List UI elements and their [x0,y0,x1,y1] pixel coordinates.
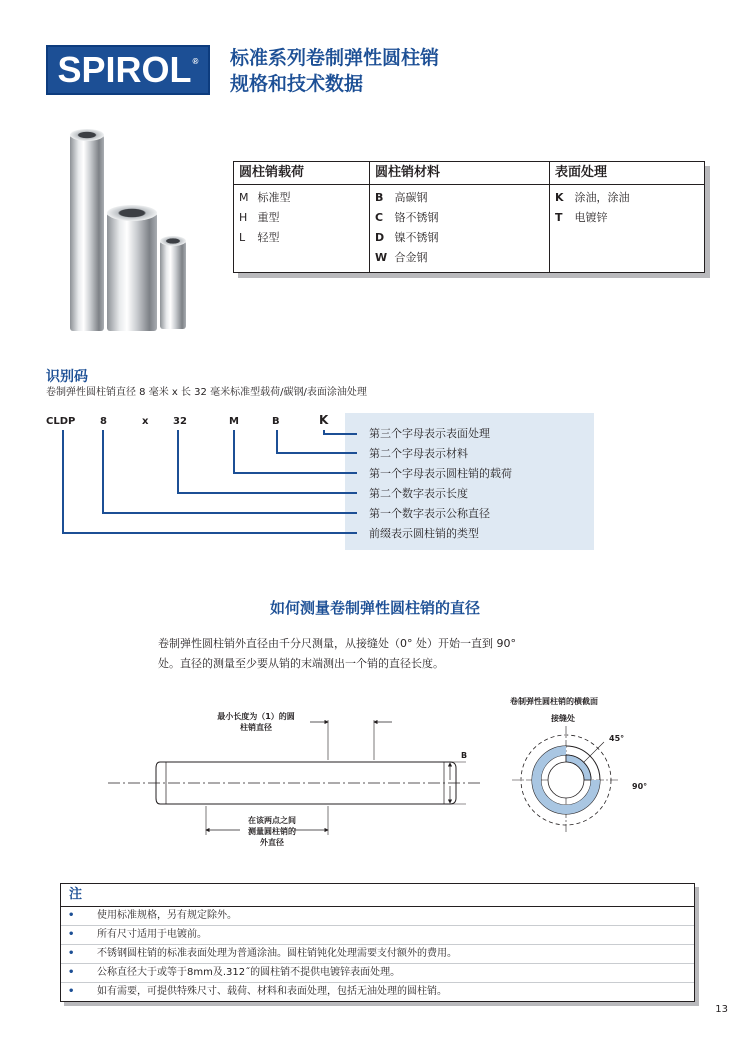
spirol-logo: SPIROL ® [46,45,210,95]
code-material: B [272,416,280,427]
page-title [230,45,439,97]
code-x: x [142,416,149,427]
legend-length: 第二个数字表示长度 [369,487,468,500]
material-column [370,162,550,272]
legend-finish: 第三个字母表示表面处理 [369,427,490,440]
identification-heading: 识别码 [46,369,88,385]
code-prefix: CLDP [46,416,76,427]
note-item: • 公称直径大于或等于8mm及.312˝的圆柱销不提供电镀锌表面处理。 [61,964,694,983]
measurement-heading: 如何测量卷制弹性圆柱销的直径 [269,599,480,617]
spring-pins-photo [60,125,195,335]
seam-label: 接缝处 [551,714,575,723]
note-item: • 所有尺寸适用于电镀前。 [61,926,694,945]
angle-90-label: 90° [632,782,648,791]
code-load: M [229,416,239,427]
finish-row-t: T 电镀锌 [555,211,608,224]
load-column [234,162,370,272]
material-row-c: C 铬不锈钢 [375,211,439,224]
material-row-b: B 高碳钢 [375,191,428,204]
note-item: • 使用标准规格，另有规定除外。 [61,907,694,926]
material-row-w: W 合金钢 [375,251,428,264]
legend-prefix: 前缀表示圆柱销的类型 [369,527,479,540]
measure-between-label: 在该两点之间 测量圆柱销的 外直径 [248,816,296,847]
note-item: • 不锈钢圆柱销的标准表面处理为普通涂油。圆柱销钝化处理需要支付额外的费用。 [61,945,694,964]
material-column-heading: 圆柱销材料 [370,162,549,185]
page-title-line1: 标准系列卷制弹性圆柱销 [230,47,440,69]
page-title-line2: 规格和技术数据 [230,73,364,95]
angle-45-label: 45° [609,734,625,743]
legend-load: 第一个字母表示圆柱销的载荷 [369,467,512,480]
code-diameter: 8 [100,416,107,427]
load-row-m: M 标准型 [239,191,291,204]
load-row-l: L 轻型 [239,231,280,244]
load-row-h: H 重型 [239,211,280,224]
code-length: 32 [173,416,187,427]
notes-list [61,907,694,1001]
material-row-d: D 镍不锈钢 [375,231,439,244]
identification-example: 卷制弹性圆柱销直径 8 毫米 x 长 32 毫米标准型载荷/碳钢/表面涂油处理 [46,387,367,398]
finish-column [550,162,704,272]
load-column-heading: 圆柱销载荷 [234,162,369,185]
code-finish: K [319,413,329,427]
dimension-b-label: B [461,751,468,760]
measurement-paragraph: 卷制弹性圆柱销外直径由千分尺测量，从接缝处（0° 处）开始一直到 90° 处。直径的测量至少要从销的末端测出一个销的直径长度。 [158,637,516,670]
legend-material: 第二个字母表示材料 [369,447,468,460]
notes-heading: 注 [61,884,694,907]
cross-section-title: 卷制弹性圆柱销的横截面 [510,697,598,706]
notes-box [60,883,695,1002]
spec-table [233,161,705,273]
note-item: • 如有需要，可提供特殊尺寸、载荷、材料和表面处理，包括无油处理的圆柱销。 [68,986,447,997]
page-number: 13 [715,1004,728,1015]
legend-diameter: 第一个数字表示公称直径 [369,507,490,520]
finish-column-heading: 表面处理 [550,162,704,185]
finish-row-k: K 涂油，涂油 [555,191,630,204]
min-length-label: 最小长度为（1）的圆 柱销直径 [217,712,295,732]
